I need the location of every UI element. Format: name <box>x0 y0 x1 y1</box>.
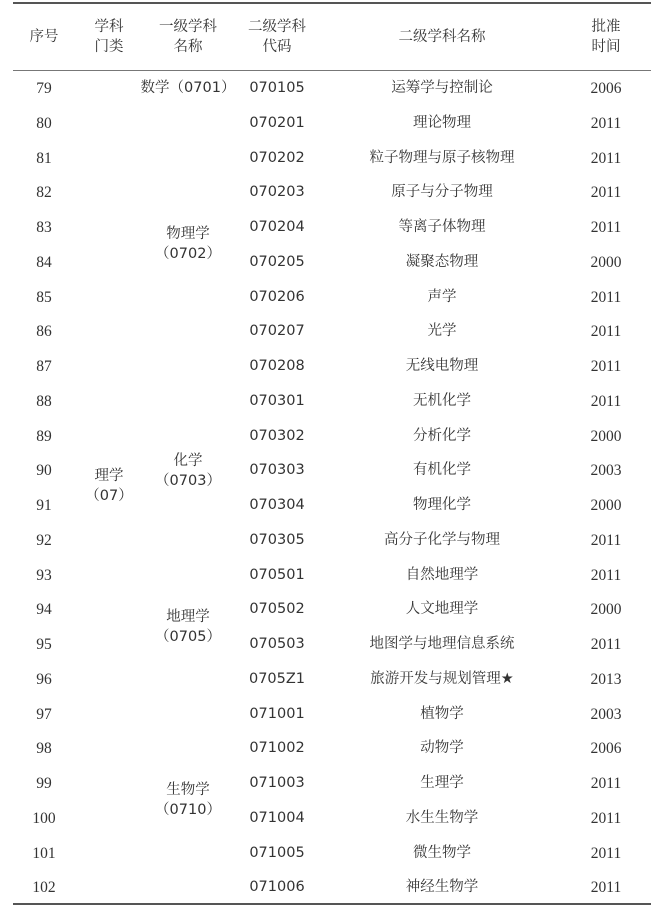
row-seq: 97 <box>36 706 52 723</box>
row-year: 2000 <box>590 601 622 618</box>
row-seq: 89 <box>36 428 52 445</box>
row-name: 无机化学 <box>413 393 471 409</box>
row-name: 物理化学 <box>413 497 471 513</box>
first-level-physics-code: （0702） <box>155 246 221 262</box>
header-approved-line2: 时间 <box>591 39 621 55</box>
first-level-biology <box>140 780 236 820</box>
row-name: 水生生物学 <box>405 810 479 826</box>
first-level-biology-label: 生物学 <box>166 782 210 798</box>
row-year: 2011 <box>590 810 622 827</box>
row-seq: 92 <box>36 532 52 549</box>
row-seq: 100 <box>32 810 56 827</box>
row-year: 2003 <box>590 706 622 723</box>
row-code: 070502 <box>249 601 305 617</box>
row-name: 无线电物理 <box>405 358 479 374</box>
row-year: 2011 <box>590 636 622 653</box>
row-name: 声学 <box>427 289 457 305</box>
row-seq: 86 <box>36 323 52 340</box>
row-year: 2000 <box>590 254 622 271</box>
row-year: 2011 <box>590 115 622 132</box>
row-code: 070303 <box>249 462 305 478</box>
row-code: 070503 <box>249 636 305 652</box>
row-code: 070206 <box>249 289 305 305</box>
row-year: 2011 <box>590 393 622 410</box>
row-name: 凝聚态物理 <box>405 254 479 270</box>
row-name: 等离子体物理 <box>398 219 486 235</box>
header-second-name: 二级学科名称 <box>398 29 486 45</box>
row-year: 2011 <box>590 184 622 201</box>
row-code: 070203 <box>249 184 305 200</box>
row-name: 运筹学与控制论 <box>391 80 493 96</box>
row-seq: 96 <box>36 671 52 688</box>
row-seq: 99 <box>36 775 52 792</box>
row-code: 070501 <box>249 567 305 583</box>
table-header-rule <box>13 70 651 71</box>
first-level-math <box>140 78 236 98</box>
row-code: 071002 <box>249 740 305 756</box>
header-first-level-line2: 名称 <box>173 39 203 55</box>
table-top-rule <box>13 2 651 4</box>
category-label: 理学 <box>94 468 124 484</box>
header-approved-line1: 批准 <box>591 19 621 35</box>
header-category-line1: 学科 <box>94 19 124 35</box>
row-seq: 93 <box>36 567 52 584</box>
first-level-chemistry <box>140 451 236 491</box>
row-name: 粒子物理与原子核物理 <box>369 150 515 166</box>
row-year: 2011 <box>590 775 622 792</box>
first-level-geography-code: （0705） <box>155 629 221 645</box>
header-second-code-line1: 二级学科 <box>248 19 306 35</box>
row-year: 2011 <box>590 150 622 167</box>
header-first-level-line1: 一级学科 <box>159 19 217 35</box>
row-name: 植物学 <box>420 706 464 722</box>
row-name: 分析化学 <box>413 428 471 444</box>
row-code: 071003 <box>249 775 305 791</box>
row-year: 2011 <box>590 289 622 306</box>
row-seq: 102 <box>32 879 56 896</box>
row-name: 理论物理 <box>413 115 471 131</box>
row-code: 0705Z1 <box>248 671 306 687</box>
row-year: 2011 <box>590 358 622 375</box>
row-name: 高分子化学与物理 <box>384 532 500 548</box>
row-code: 070205 <box>249 254 305 270</box>
header-approved <box>576 17 636 57</box>
row-code: 070201 <box>249 115 305 131</box>
row-seq: 98 <box>36 740 52 757</box>
row-name: 旅游开发与规划管理★ <box>370 671 514 687</box>
first-level-geography-label: 地理学 <box>166 609 210 625</box>
row-name: 光学 <box>427 323 457 339</box>
row-code: 071004 <box>249 810 305 826</box>
row-year: 2011 <box>590 219 622 236</box>
row-year: 2011 <box>590 845 622 862</box>
category-group <box>78 466 140 506</box>
row-seq: 81 <box>36 150 52 167</box>
first-level-chemistry-label: 化学 <box>173 453 203 469</box>
row-seq: 94 <box>36 601 52 618</box>
row-seq: 101 <box>32 845 56 862</box>
header-seq: 序号 <box>29 29 59 45</box>
header-second-code <box>232 17 322 57</box>
row-code: 070301 <box>249 393 305 409</box>
row-year: 2013 <box>590 671 622 688</box>
first-level-biology-code: （0710） <box>155 802 221 818</box>
row-year: 2006 <box>590 80 622 97</box>
row-seq: 91 <box>36 497 52 514</box>
row-code: 070207 <box>249 323 305 339</box>
row-seq: 83 <box>36 219 52 236</box>
row-code: 071005 <box>249 845 305 861</box>
row-seq: 80 <box>36 115 52 132</box>
row-code: 071006 <box>249 879 305 895</box>
row-code: 070304 <box>249 497 305 513</box>
row-year: 2000 <box>590 497 622 514</box>
row-year: 2011 <box>590 532 622 549</box>
row-seq: 88 <box>36 393 52 410</box>
row-code: 070302 <box>249 428 305 444</box>
row-seq: 90 <box>36 462 52 479</box>
header-category-line2: 门类 <box>94 39 124 55</box>
row-name: 微生物学 <box>413 845 471 861</box>
row-code: 070105 <box>249 80 305 96</box>
row-seq: 79 <box>36 80 52 97</box>
row-seq: 95 <box>36 636 52 653</box>
first-level-math-label: 数学（0701） <box>140 80 236 96</box>
row-code: 070305 <box>249 532 305 548</box>
row-name: 自然地理学 <box>405 567 479 583</box>
row-year: 2006 <box>590 740 622 757</box>
header-category <box>78 17 140 57</box>
first-level-physics <box>140 224 236 264</box>
row-year: 2011 <box>590 879 622 896</box>
row-code: 070204 <box>249 219 305 235</box>
row-code: 071001 <box>249 706 305 722</box>
row-code: 070208 <box>249 358 305 374</box>
header-second-code-line2: 代码 <box>262 39 292 55</box>
row-name: 动物学 <box>420 740 464 756</box>
first-level-physics-label: 物理学 <box>166 226 210 242</box>
row-year: 2011 <box>590 567 622 584</box>
row-seq: 82 <box>36 184 52 201</box>
header-first-level <box>140 17 236 57</box>
row-seq: 87 <box>36 358 52 375</box>
row-name: 地图学与地理信息系统 <box>369 636 515 652</box>
first-level-geography <box>140 607 236 647</box>
row-name: 有机化学 <box>413 462 471 478</box>
row-name: 生理学 <box>420 775 464 791</box>
row-name: 人文地理学 <box>405 601 479 617</box>
row-year: 2003 <box>590 462 622 479</box>
row-seq: 85 <box>36 289 52 306</box>
category-code: （07） <box>85 488 133 504</box>
first-level-chemistry-code: （0703） <box>155 473 221 489</box>
row-name: 神经生物学 <box>405 879 479 895</box>
row-seq: 84 <box>36 254 52 271</box>
table-bottom-rule <box>13 903 651 905</box>
row-name: 原子与分子物理 <box>391 184 493 200</box>
row-year: 2000 <box>590 428 622 445</box>
row-year: 2011 <box>590 323 622 340</box>
row-code: 070202 <box>249 150 305 166</box>
